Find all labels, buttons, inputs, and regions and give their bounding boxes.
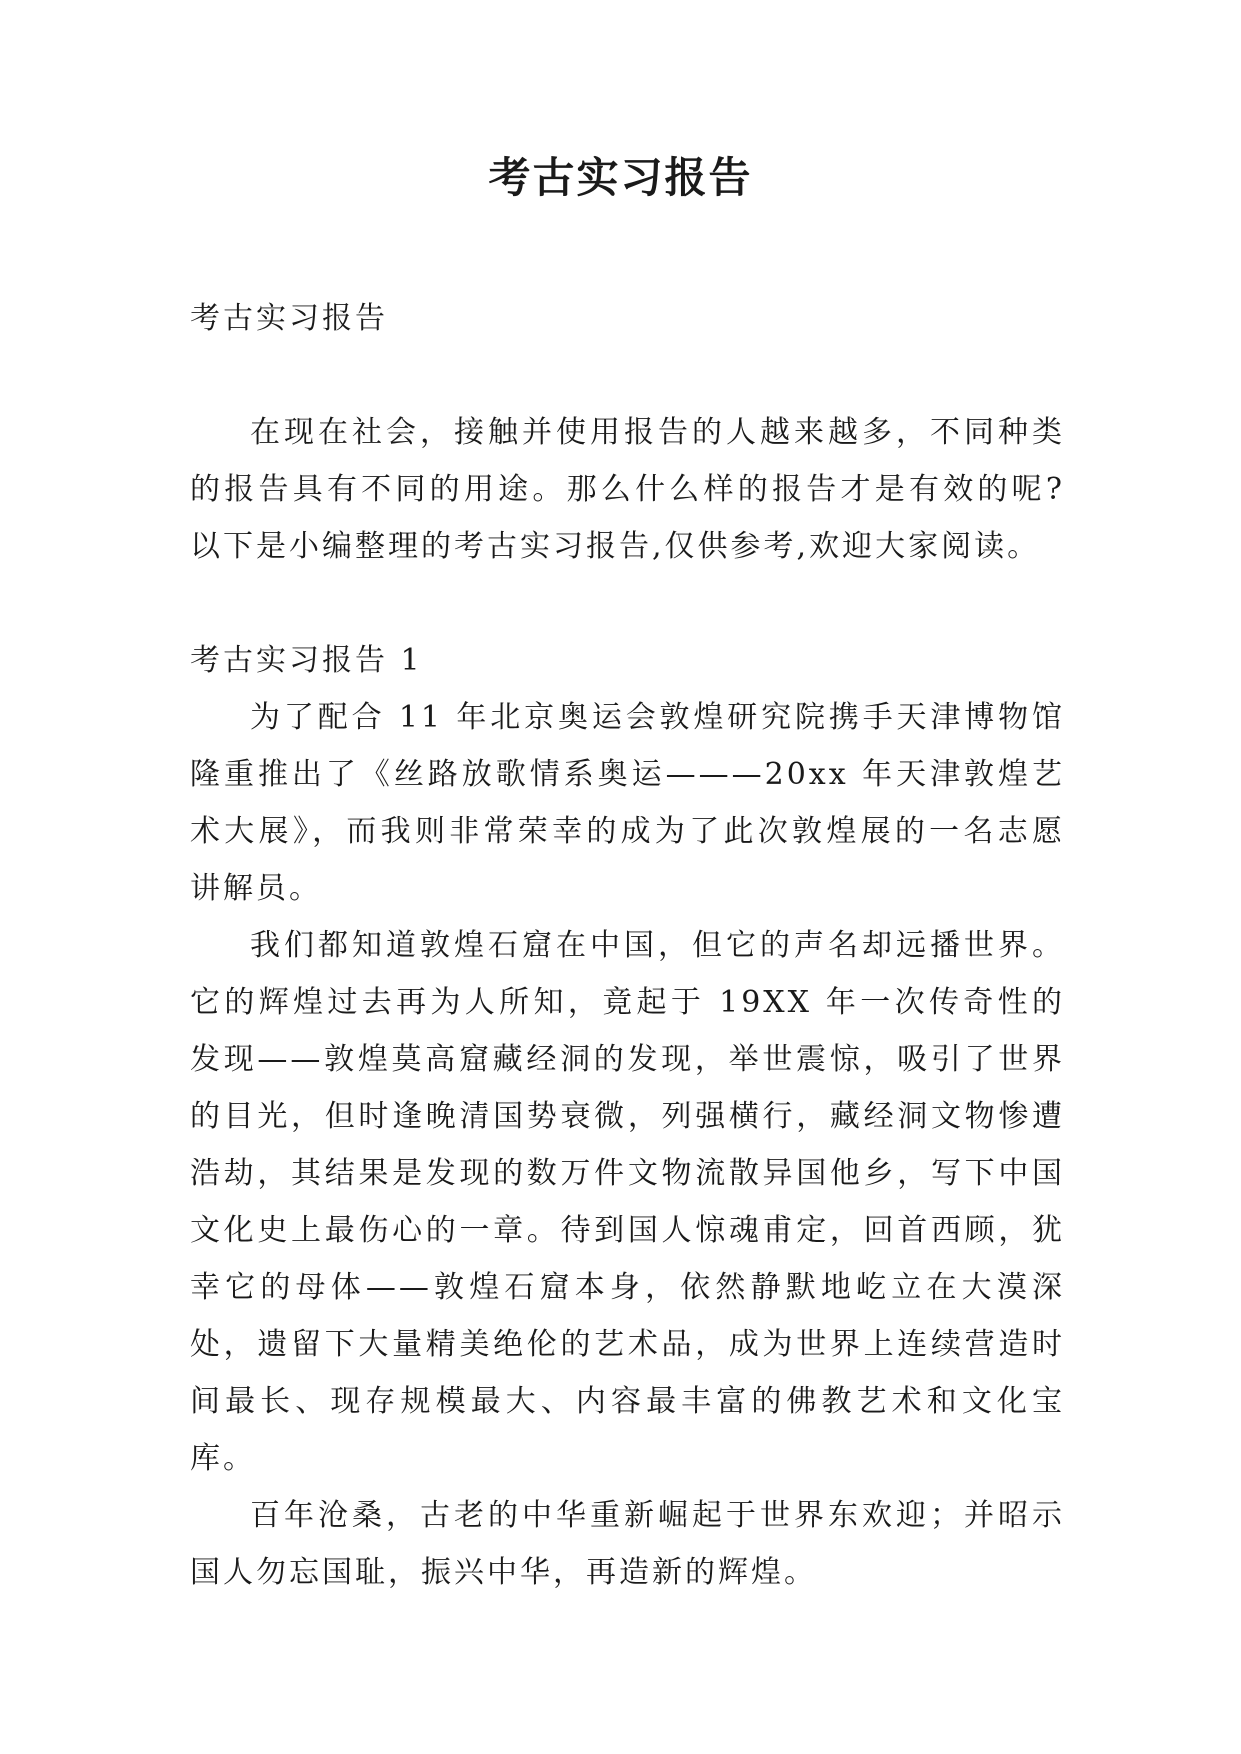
section-heading: 考古实习报告 1	[190, 643, 423, 678]
section-paragraph: 百年沧桑，古老的中华重新崛起于世界东欢迎；并昭示国人勿忘国耻，振兴中华，再造新的辉煌。	[190, 1498, 1065, 1590]
spacer	[190, 575, 1065, 632]
section-paragraph: 为了配合 11 年北京奥运会敦煌研究院携手天津博物馆隆重推出了《丝路放歌情系奥运———20xx 年天津敦煌艺术大展》，而我则非常荣幸的成为了此次敦煌展的一名志愿讲解员。	[190, 700, 1065, 906]
document-title: 考古实习报告	[488, 153, 753, 202]
intro-paragraph: 在现在社会，接触并使用报告的人越来越多，不同种类的报告具有不同的用途。那么什么样的报告才是有效的呢?以下是小编整理的考古实习报告,仅供参考,欢迎大家阅读。	[190, 415, 1065, 564]
document-subtitle: 考古实习报告	[190, 301, 388, 336]
document-body	[190, 290, 1065, 1601]
section-paragraph: 我们都知道敦煌石窟在中国，但它的声名却远播世界。它的辉煌过去再为人所知，竟起于 19XX 年一次传奇性的发现——敦煌莫高窟藏经洞的发现，举世震惊，吸引了世界的目光，但时逢晚清国势衰微，列强横行，藏经洞文物惨遭浩劫，其结果是发现的数万件文物流散异国他乡，写下中国文化史上最伤心的一章。待到国人惊魂甫定，回首西顾，犹幸它的母体——敦煌石窟本身，依然静默地屹立在大漠深处，遗留下大量精美绝伦的艺术品，成为世界上连续营造时间最长、现存规模最大、内容最丰富的佛教艺术和文化宝库。	[190, 928, 1065, 1476]
spacer	[190, 347, 1065, 404]
